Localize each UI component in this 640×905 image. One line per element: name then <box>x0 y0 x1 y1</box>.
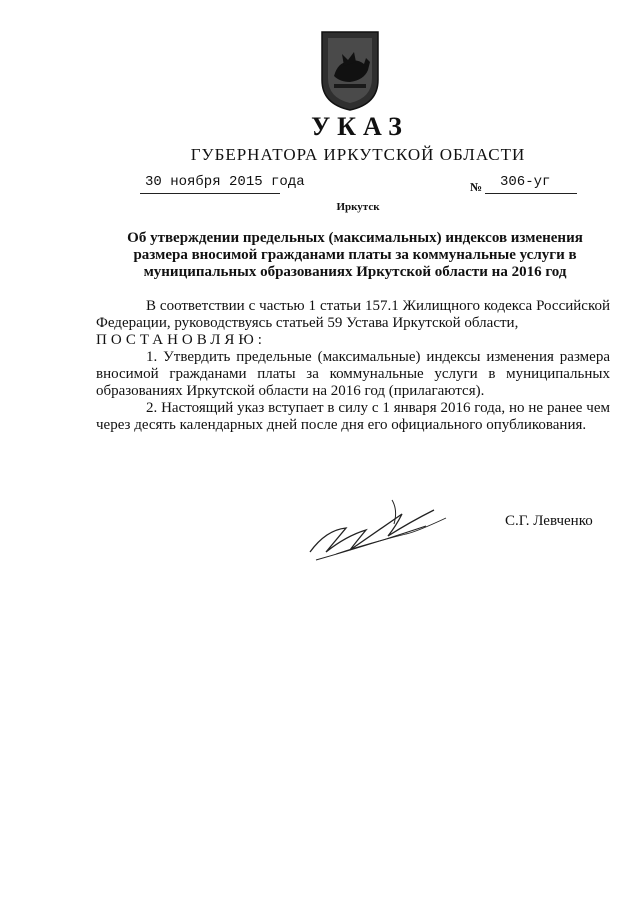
document-subtitle: ГУБЕРНАТОРА ИРКУТСКОЙ ОБЛАСТИ <box>190 145 526 164</box>
document-body <box>96 298 610 434</box>
signature-icon <box>306 490 456 570</box>
number-sign: № <box>470 180 483 194</box>
item-1-paragraph: 1. Утвердить предельные (максимальные) индексы изменения размера вносимой гражданами платы за коммунальные услуги в муниципальных образованиях Иркутской области на 2016 год (прилагаются). <box>96 349 610 399</box>
document-number: 306-уг <box>500 174 551 190</box>
item-2-paragraph: 2. Настоящий указ вступает в силу с 1 января 2016 года, но не ранее чем через десять календарных дней после дня его официального опубликования. <box>96 400 610 433</box>
decree-word: ПОСТАНОВЛЯЮ: <box>96 332 266 348</box>
coat-of-arms-icon <box>320 28 380 112</box>
preamble-paragraph: В соответствии с частью 1 статьи 157.1 Жилищного кодекса Российской Федерации, руководствуясь статьей 59 Устава Иркутской области, <box>96 298 610 331</box>
document-city: Иркутск <box>336 201 380 213</box>
signer-name: С.Г. Левченко <box>505 513 593 529</box>
document-title: УКАЗ <box>311 112 409 141</box>
document-date: 30 ноября 2015 года <box>145 174 305 190</box>
document-heading: Об утверждении предельных (максимальных) индексов изменения размера вносимой гражданами платы за коммунальные услуги в муниципальных образованиях Иркутской области на 2016 год <box>127 230 583 280</box>
